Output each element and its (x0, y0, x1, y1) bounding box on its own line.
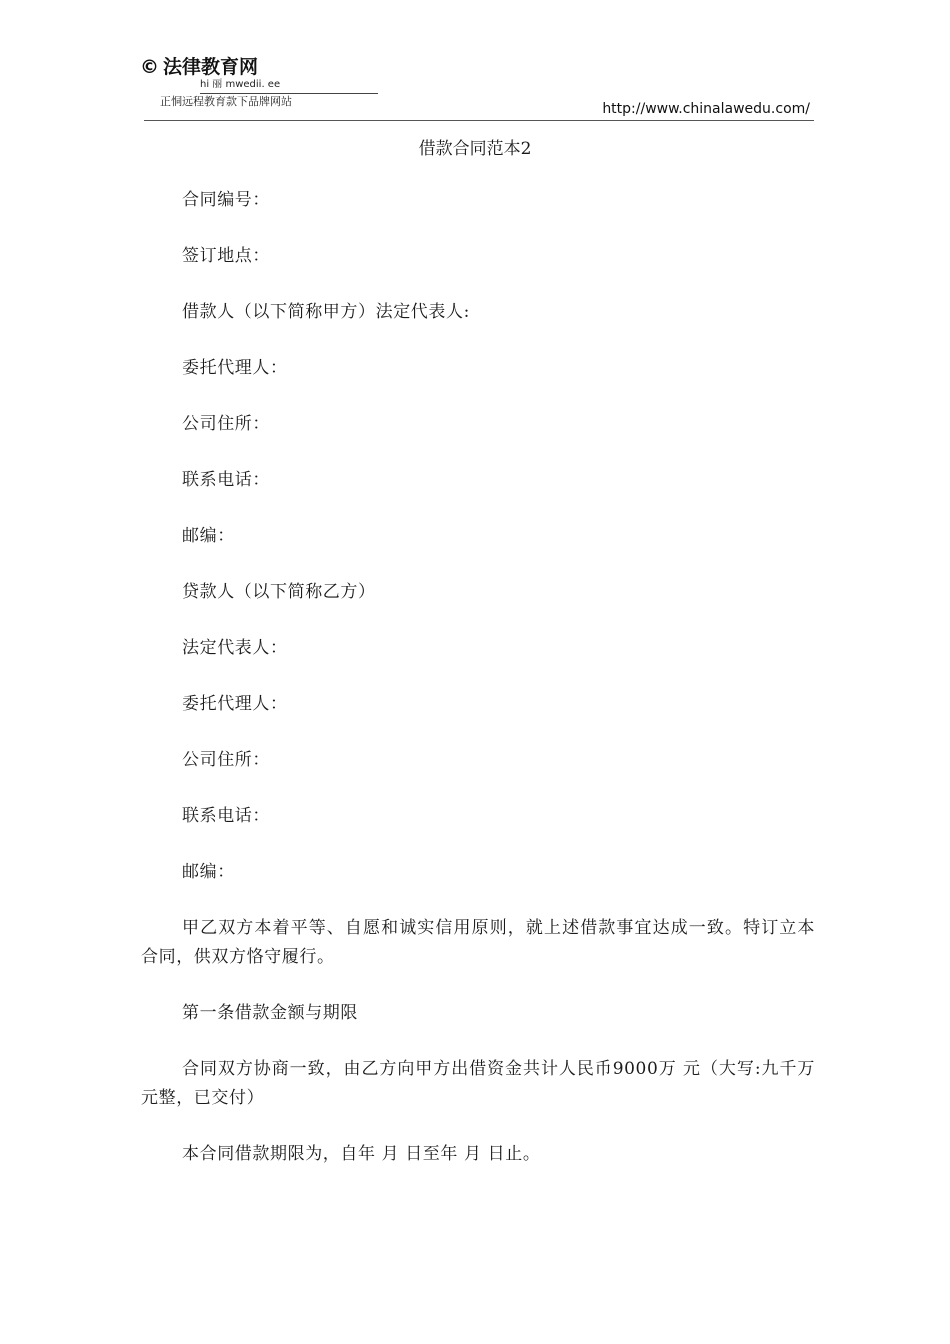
copyright-icon: © (140, 56, 159, 78)
document-body (141, 186, 815, 1196)
paragraph-borrower-address: 公司住所： (182, 414, 270, 434)
logo-tagline: 正恫远程教育款下品牌网站 (160, 95, 292, 108)
logo-title: 法律教育网 (163, 56, 259, 78)
paragraph-lender: 贷款人（以下简称乙方） (182, 582, 376, 602)
paragraph-lender-address: 公司住所： (182, 750, 270, 770)
paragraph-lender-agent: 委托代理人： (182, 694, 288, 714)
site-url-link[interactable]: http://www.chinalawedu.com/ (602, 101, 810, 117)
paragraph-preamble: 甲乙双方本着平等、自愿和诚实信用原则，就上述借款事宜达成一致。特订立本合同，供双方恪守履行。 (141, 918, 815, 967)
paragraph-lender-postcode: 邮编： (182, 862, 235, 882)
paragraph-borrower-agent: 委托代理人： (182, 358, 288, 378)
paragraph-loan-term: 本合同借款期限为，自年 月 日至年 月 日止。 (182, 1144, 541, 1164)
paragraph-lender-phone: 联系电话： (182, 806, 270, 826)
paragraph-borrower-phone: 联系电话： (182, 470, 270, 490)
logo-title-row (140, 55, 380, 79)
document-title: 借款合同范本2 (418, 139, 532, 159)
site-logo (140, 55, 380, 110)
paragraph-loan-amount: 合同双方协商一致，由乙方向甲方出借资金共计人民币9000万 元（大写:九千万元整，已交付） (141, 1059, 815, 1108)
logo-subtitle: hi 丽 mwedii. ee (200, 79, 378, 94)
paragraph-contract-number: 合同编号： (182, 190, 270, 210)
paragraph-borrower-postcode: 邮编： (182, 526, 235, 546)
paragraph-borrower: 借款人（以下简称甲方）法定代表人: (182, 302, 470, 322)
header-divider (144, 120, 814, 121)
paragraph-signing-place: 签订地点： (182, 246, 270, 266)
paragraph-article-one-heading: 第一条借款金额与期限 (182, 1003, 358, 1023)
paragraph-lender-representative: 法定代表人： (182, 638, 288, 658)
